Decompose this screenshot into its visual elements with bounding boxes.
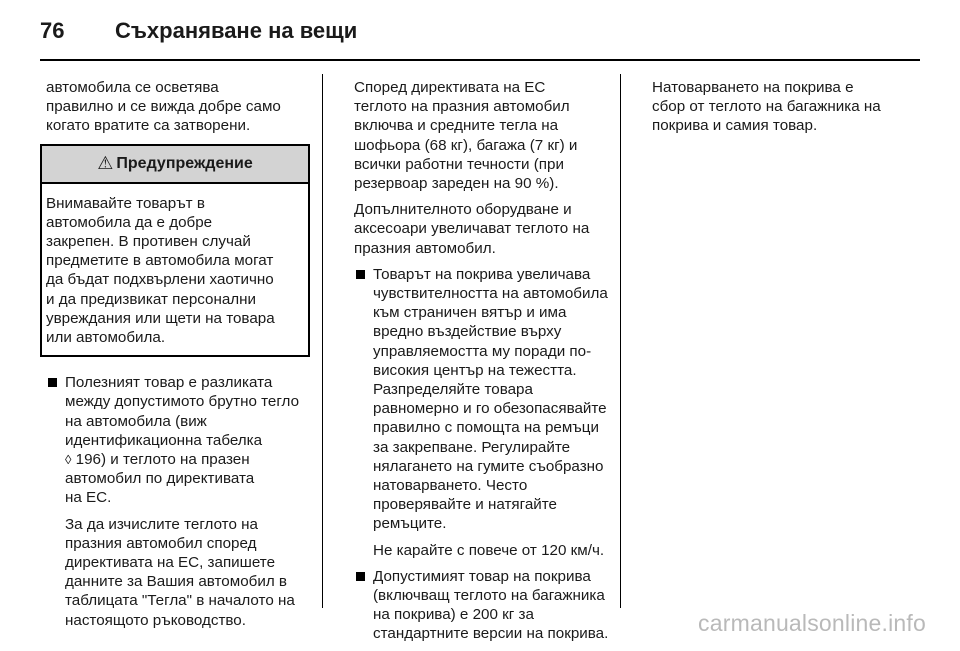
paragraph: [354, 78, 610, 193]
watermark: carmanualsonline.info: [698, 610, 926, 636]
text-line: или автомобила.: [46, 329, 166, 347]
text-line: на ЕС.: [65, 489, 112, 507]
text-line: таблицата "Тегла" в началото на: [65, 592, 295, 610]
text-line: Натоварването на покрива е: [652, 79, 854, 96]
text-line: всички работни течности (при: [354, 155, 564, 173]
bullet-sub-paragraph: [354, 541, 610, 560]
text-line: Товарът на покрива увеличава: [373, 265, 591, 283]
column-3: [652, 78, 914, 143]
column-1: [46, 78, 308, 637]
text-line: правилно и се вижда добре само: [46, 98, 281, 116]
warning-triangle-icon: ⚠: [97, 153, 114, 173]
column-2: [354, 78, 610, 651]
warning-body: [42, 184, 308, 356]
text-line: идентификационна табелка: [65, 431, 263, 449]
text-line: предметите в автомобила могат: [46, 252, 274, 270]
reference-text: 196) и теглото на празен: [71, 451, 250, 469]
text-line: равномерно и го обезопасявайте: [373, 400, 607, 418]
bullet-item: [354, 265, 610, 534]
text-line: Допълнителното оборудване и: [354, 201, 572, 219]
column-divider-2: [620, 74, 621, 608]
text-line: Според директивата на ЕС: [354, 79, 546, 96]
text-line: на покрива) е 200 кг за: [373, 606, 534, 624]
text-line: да бъдат подхвърлени хаотично: [46, 271, 274, 289]
text-line: Полезният товар е разликата: [65, 374, 273, 392]
page-reference-line[interactable]: [65, 450, 308, 469]
paragraph: [652, 78, 914, 136]
text-line: директивата на ЕС, запишете: [65, 554, 276, 572]
warning-title: Предупреждение: [116, 155, 253, 172]
text-line: сбор от теглото на багажника на: [652, 98, 881, 116]
text-line: резервоар зареден на 90 %).: [354, 175, 559, 193]
text-line: на автомобила (виж: [65, 412, 207, 430]
text-line: Допустимият товар на покрива: [373, 567, 591, 585]
text-line: натоварването. Често: [373, 477, 528, 495]
text-line: нялагането на гумите съобразно: [373, 457, 604, 475]
bullet-square-icon: [356, 572, 365, 581]
text-line: за закрепване. Регулирайте: [373, 438, 571, 456]
text-line: когато вратите са затворени.: [46, 117, 251, 135]
bullet-sub-paragraph: [46, 515, 308, 630]
text-line: правилно с помощта на ремъци: [373, 419, 599, 437]
bullet-square-icon: [356, 270, 365, 279]
text-line: шофьора (68 кг), багажа (7 кг) и: [354, 136, 578, 154]
text-line: стандартните версии на покрива.: [373, 625, 609, 643]
paragraph: [354, 200, 610, 258]
bullet-item: [46, 373, 308, 507]
text-line: празния автомобил.: [354, 239, 496, 257]
text-line: автомобила се осветява: [46, 79, 219, 96]
text-line: (включващ теглото на багажника: [373, 587, 605, 605]
text-line: включва и средните тегла на: [354, 117, 559, 135]
warning-box: [40, 144, 310, 358]
text-line: увреждания или щети на товара: [46, 309, 275, 327]
bullet-square-icon: [48, 378, 57, 387]
header-divider: [40, 59, 920, 61]
text-line: настоящото ръководство.: [65, 611, 246, 629]
warning-header: [42, 146, 308, 184]
text-line: празния автомобил според: [65, 534, 257, 552]
reference-arrow-icon: ◊: [65, 452, 72, 468]
text-line: закрепен. В противен случай: [46, 233, 251, 251]
text-line: към страничен вятър и има: [373, 304, 567, 322]
page-number: 76: [40, 18, 65, 43]
text-line: вредно въздействие върху: [373, 323, 562, 341]
text-line: автомобила да е добре: [46, 213, 213, 231]
text-line: покрива и самия товар.: [652, 117, 818, 135]
text-line: чувствителността на автомобила: [373, 285, 608, 303]
text-line: проверявайте и натягайте: [373, 496, 557, 514]
text-line: ремъците.: [373, 515, 447, 533]
bullet-item: [354, 567, 610, 644]
text-line: аксесоари увеличават теглото на: [354, 220, 590, 238]
text-line: автомобил по директивата: [65, 470, 255, 488]
text-line: теглото на празния автомобил: [354, 98, 570, 116]
text-line: данните за Вашия автомобил в: [65, 573, 287, 591]
text-line: управляемостта му поради по-: [373, 342, 592, 360]
text-line: между допустимото брутно тегло: [65, 393, 300, 411]
text-line: Внимавайте товарът в: [46, 194, 205, 212]
text-line: високия център на тежестта.: [373, 361, 577, 379]
text-line: и да предизвикат персонални: [46, 290, 257, 308]
text-line: Разпределяйте товара: [373, 381, 533, 399]
intro-paragraph: [46, 78, 308, 136]
chapter-title: Съхраняване на вещи: [115, 18, 358, 43]
column-divider-1: [322, 74, 323, 608]
text-line: Не карайте с повече от 120 км/ч.: [373, 541, 605, 559]
text-line: За да изчислите теглото на: [65, 515, 258, 533]
